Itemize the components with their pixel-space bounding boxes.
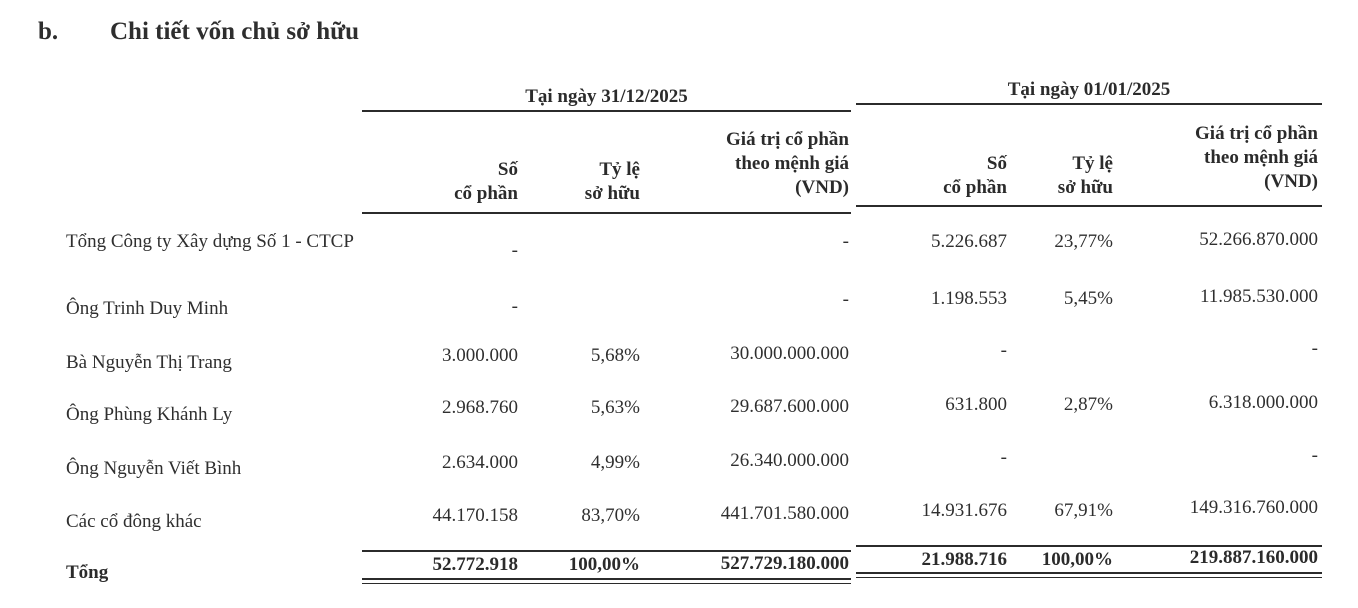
cell-g1-value: 441.701.580.000 <box>720 503 849 524</box>
total-g2-ratio: 100,00% <box>1041 549 1113 570</box>
total-g1-value: 527.729.180.000 <box>720 553 849 574</box>
row-label: Ông Nguyễn Viết Bình <box>66 458 242 479</box>
cell-g1-value: - <box>842 289 849 310</box>
group2-column-rule <box>856 205 1322 207</box>
group-title-31-12-2025: Tại ngày 31/12/2025 <box>525 86 688 107</box>
col-head-line: cổ phần <box>454 183 518 204</box>
cell-g2-value: 11.985.530.000 <box>1199 286 1318 307</box>
col-head-line: (VND) <box>1264 171 1318 192</box>
cell-g2-shares: 5.226.687 <box>931 231 1007 252</box>
row-label: Bà Nguyễn Thị Trang <box>66 352 232 373</box>
cell-g2-value: 52.266.870.000 <box>1199 229 1318 250</box>
total-g1-ratio: 100,00% <box>568 554 640 575</box>
col-head-g2-shares <box>943 152 1007 200</box>
col-head-line: Giá trị cổ phần <box>726 129 849 150</box>
col-head-line: theo mệnh giá <box>735 153 849 174</box>
cell-g2-shares: 14.931.676 <box>921 500 1007 521</box>
col-head-line: (VND) <box>795 177 849 198</box>
total-double-rule-g1-b <box>362 583 851 584</box>
col-head-line: Giá trị cổ phần <box>1195 123 1318 144</box>
cell-g1-ratio: 4,99% <box>590 452 640 473</box>
cell-g1-shares: 3.000.000 <box>442 345 518 366</box>
col-head-line: Số <box>986 153 1007 174</box>
col-head-line: cổ phần <box>943 177 1007 198</box>
cell-g1-value: 30.000.000.000 <box>730 343 849 364</box>
col-head-line: Số <box>497 159 518 180</box>
cell-g2-shares: - <box>1000 340 1007 361</box>
col-head-line: theo mệnh giá <box>1204 147 1318 168</box>
cell-g1-shares: 2.968.760 <box>442 397 518 418</box>
col-head-line: sở hữu <box>1057 177 1113 198</box>
cell-g1-ratio: 5,63% <box>590 397 640 418</box>
total-g1-shares: 52.772.918 <box>432 554 518 575</box>
total-label: Tổng <box>66 562 109 583</box>
cell-g1-shares: 2.634.000 <box>442 452 518 473</box>
col-head-line: sở hữu <box>584 183 640 204</box>
row-label: Ông Phùng Khánh Ly <box>66 404 233 425</box>
cell-g2-ratio: 23,77% <box>1054 231 1113 252</box>
group2-header-rule <box>856 103 1322 105</box>
col-head-g1-shares <box>454 158 518 206</box>
cell-g2-value: 149.316.760.000 <box>1189 497 1318 518</box>
group1-column-rule <box>362 212 851 214</box>
total-double-rule-g2-b <box>856 577 1322 578</box>
cell-g2-value: - <box>1311 338 1318 359</box>
cell-g1-ratio: 83,70% <box>581 505 640 526</box>
cell-g1-value: - <box>842 231 849 252</box>
row-label: Các cổ đông khác <box>66 511 202 532</box>
cell-g2-ratio: 67,91% <box>1054 500 1113 521</box>
total-double-rule-g2-a <box>856 572 1322 574</box>
col-head-g1-value <box>726 128 849 200</box>
total-double-rule-g1-a <box>362 578 851 580</box>
total-top-rule-g1 <box>362 550 851 552</box>
group-title-01-01-2025: Tại ngày 01/01/2025 <box>1007 79 1171 100</box>
cell-g2-ratio: 2,87% <box>1063 394 1113 415</box>
row-label: Tổng Công ty Xây dựng Số 1 - CTCP <box>66 231 354 252</box>
section-number: b. <box>38 18 59 45</box>
cell-g2-shares: 631.800 <box>945 394 1007 415</box>
col-head-g1-ratio <box>585 158 640 206</box>
group1-header-rule <box>362 110 851 112</box>
cell-g2-shares: 1.198.553 <box>931 288 1007 309</box>
total-g2-value: 219.887.160.000 <box>1189 547 1318 568</box>
cell-g2-value: 6.318.000.000 <box>1208 392 1318 413</box>
section-title: Chi tiết vốn chủ sở hữu <box>110 18 360 45</box>
col-head-g2-value <box>1195 122 1318 194</box>
cell-g1-ratio: 5,68% <box>590 345 640 366</box>
total-g2-shares: 21.988.716 <box>921 549 1007 570</box>
cell-g2-ratio: 5,45% <box>1063 288 1113 309</box>
cell-g1-value: 29.687.600.000 <box>730 396 849 417</box>
cell-g1-shares: 44.170.158 <box>432 505 518 526</box>
cell-g1-shares: - <box>511 296 518 317</box>
col-head-g2-ratio <box>1058 152 1113 200</box>
cell-g2-value: - <box>1311 445 1318 466</box>
cell-g1-value: 26.340.000.000 <box>730 450 849 471</box>
cell-g2-shares: - <box>1000 447 1007 468</box>
row-label: Ông Trinh Duy Minh <box>66 298 229 319</box>
cell-g1-shares: - <box>511 240 518 261</box>
col-head-line: Tỷ lệ <box>1072 153 1113 174</box>
col-head-line: Tỷ lệ <box>599 159 640 180</box>
